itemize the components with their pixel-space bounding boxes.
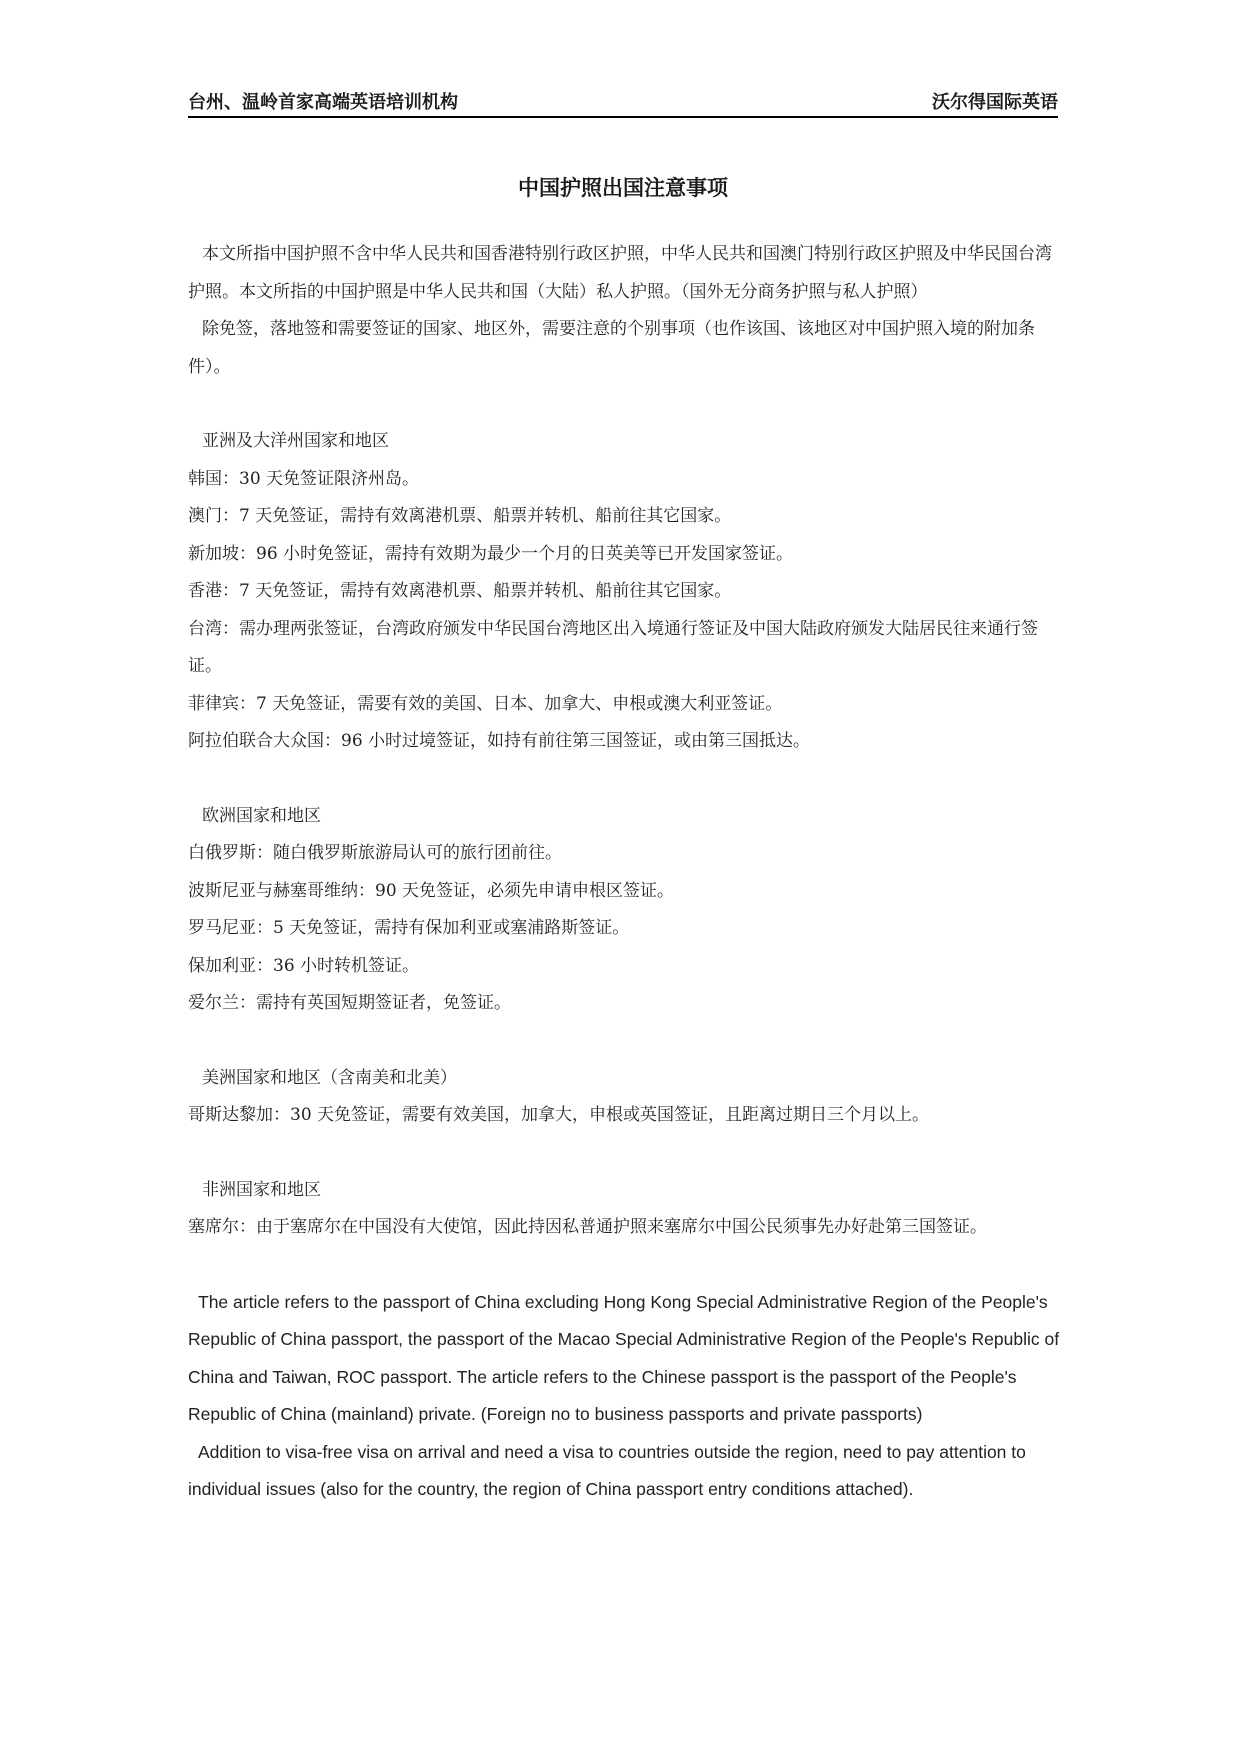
list-item: 保加利亚：36 小时转机签证。 xyxy=(188,955,420,976)
section-heading-asia: 亚洲及大洋州国家和地区 xyxy=(202,431,389,451)
english-translation xyxy=(188,1284,1060,1509)
intro-paragraph-1: 本文所指中国护照不含中华人民共和国香港特别行政区护照，中华人民共和国澳门特别行政区护照及中华民国台湾护照。本文所指的中国护照是中华人民共和国（大陆）私人护照。（国外无分商务护照与私人护照） xyxy=(188,244,1052,302)
list-item: 白俄罗斯：随白俄罗斯旅游局认可的旅行团前往。 xyxy=(188,843,562,863)
list-item: 香港：7 天免签证，需持有效离港机票、船票并转机、船前往其它国家。 xyxy=(188,581,732,601)
list-item: 爱尔兰：需持有英国短期签证者，免签证。 xyxy=(188,993,511,1013)
document-body xyxy=(188,236,1060,1509)
list-item: 波斯尼亚与赫塞哥维纳：90 天免签证，必须先申请申根区签证。 xyxy=(188,880,675,901)
section-heading-africa: 非洲国家和地区 xyxy=(202,1179,321,1200)
section-heading-europe: 欧洲国家和地区 xyxy=(202,805,321,826)
list-item: 新加坡：96 小时免签证，需持有效期为最少一个月的日英美等已开发国家签证。 xyxy=(188,543,794,564)
english-paragraph-2: Addition to visa-free visa on arrival and need a visa to countries outside the region, need to pay attention to individual issues (also for the country, the region of China passport entry conditions attached). xyxy=(188,1441,1026,1499)
page-header xyxy=(188,88,1058,118)
list-item: 罗马尼亚：5 天免签证，需持有保加利亚或塞浦路斯签证。 xyxy=(188,918,630,938)
english-paragraph-1: The article refers to the passport of China excluding Hong Kong Special Administrative Region of the People's Republic of China passport, the passport of the Macao Special Administrative Region of the People's Republic of China and Taiwan, ROC passport. The article refers to the Chinese passport is the passport of the People's Republic of China (mainland) private. (Foreign no to business passports and private passports) xyxy=(188,1291,1060,1424)
section-heading-americas: 美洲国家和地区（含南美和北美） xyxy=(202,1067,457,1088)
header-institution: 台州、温岭首家高端英语培训机构 xyxy=(188,92,458,113)
list-item: 哥斯达黎加：30 天免签证，需要有效美国，加拿大，申根或英国签证，且距离过期日三个月以上。 xyxy=(188,1105,930,1125)
list-item: 菲律宾：7 天免签证，需要有效的美国、日本、加拿大、申根或澳大利亚签证。 xyxy=(188,693,783,714)
list-item: 澳门：7 天免签证，需持有效离港机票、船票并转机、船前往其它国家。 xyxy=(188,506,732,526)
list-item: 韩国：30 天免签证限济州岛。 xyxy=(188,468,420,489)
header-brand: 沃尔得国际英语 xyxy=(932,92,1058,113)
list-item: 阿拉伯联合大众国：96 小时过境签证，如持有前往第三国签证，或由第三国抵达。 xyxy=(188,731,811,751)
list-item: 台湾：需办理两张签证，台湾政府颁发中华民国台湾地区出入境通行签证及中国大陆政府颁发大陆居民往来通行签证。 xyxy=(188,618,1038,676)
list-item: 塞席尔：由于塞席尔在中国没有大使馆，因此持因私普通护照来塞席尔中国公民须事先办好赴第三国签证。 xyxy=(188,1217,987,1237)
page-title: 中国护照出国注意事项 xyxy=(518,176,728,200)
intro-paragraph-2: 除免签，落地签和需要签证的国家、地区外，需要注意的个别事项（也作该国、该地区对中国护照入境的附加条件）。 xyxy=(188,319,1035,377)
